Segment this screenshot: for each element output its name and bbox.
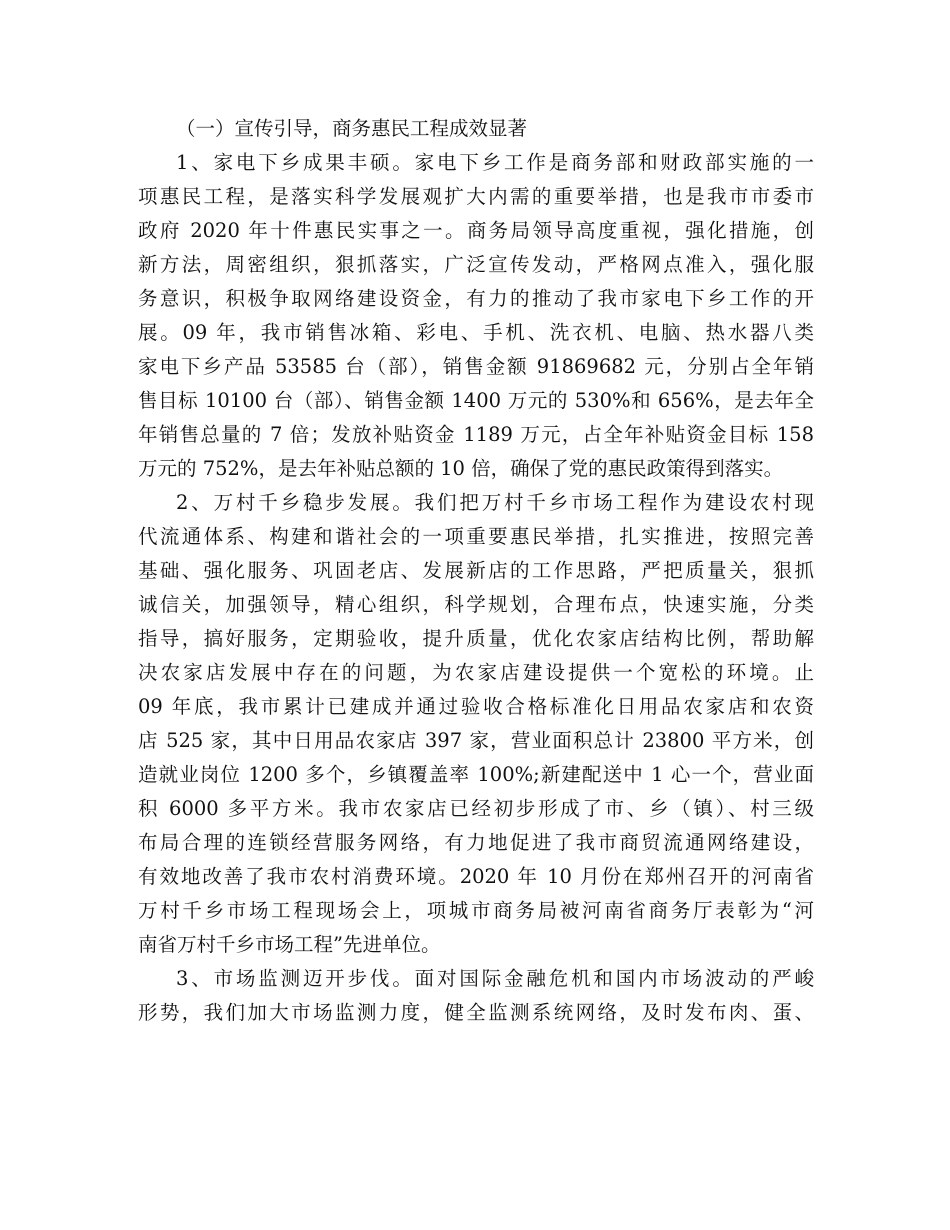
paragraph-line: 家电下乡产品 53585 台（部），销售金额 91869682 元，分别占全年销 (138, 355, 814, 378)
paragraph-line: 年销售总量的 7 倍；发放补贴资金 1189 万元，占全年补贴资金目标 158 (138, 423, 814, 446)
paragraph-line: 有效地改善了我市农村消费环境。2020 年 10 月份在郑州召开的河南省 (138, 865, 814, 888)
paragraph-line: 项惠民工程，是落实科学发展观扩大内需的重要举措，也是我市市委市 (138, 185, 814, 208)
paragraph-line: 南省万村千乡市场工程”先进单位。 (138, 933, 441, 956)
paragraph-line: 务意识，积极争取网络建设资金，有力的推动了我市家电下乡工作的开 (138, 287, 814, 310)
paragraph-line: 万元的 752%，是去年补贴总额的 10 倍，确保了党的惠民政策得到落实。 (138, 457, 784, 480)
paragraph-line: 诚信关，加强领导，精心组织，科学规划，合理布点，快速实施，分类 (138, 593, 814, 616)
paragraph-line: 基础、强化服务、巩固老店、发展新店的工作思路，严把质量关，狠抓 (138, 559, 814, 582)
paragraph-line: 1、家电下乡成果丰硕。家电下乡工作是商务部和财政部实施的一 (176, 151, 814, 174)
paragraph-line: 造就业岗位 1200 多个，乡镇覆盖率 100%;新建配送中 1 心一个，营业面 (138, 763, 814, 786)
paragraph-line: 指导，搞好服务，定期验收，提升质量，优化农家店结构比例，帮助解 (138, 627, 814, 650)
paragraph-line: 布局合理的连锁经营服务网络，有力地促进了我市商贸流通网络建设， (138, 831, 814, 854)
paragraph-line: 售目标 10100 台（部）、销售金额 1400 万元的 530%和 656%，是去年全 (138, 389, 814, 412)
paragraph-line: 09 年底，我市累计已建成并通过验收合格标准化日用品农家店和农资 (138, 695, 814, 718)
paragraph-line: 店 525 家，其中日用品农家店 397 家，营业面积总计 23800 平方米，创 (138, 729, 814, 752)
paragraph-line: 新方法，周密组织，狠抓落实，广泛宣传发动，严格网点准入，强化服 (138, 253, 814, 276)
paragraph-line: 2、万村千乡稳步发展。我们把万村千乡市场工程作为建设农村现 (176, 491, 814, 514)
paragraph-line: 形势，我们加大市场监测力度，健全监测系统网络，及时发布肉、蛋、 (138, 1001, 814, 1024)
paragraph-line: 展。09 年，我市销售冰箱、彩电、手机、洗衣机、电脑、热水器八类 (138, 321, 814, 344)
paragraph-line: 代流通体系、构建和谐社会的一项重要惠民举措，扎实推进，按照完善 (138, 525, 814, 548)
paragraph-line: 政府 2020 年十件惠民实事之一。商务局领导高度重视，强化措施，创 (138, 219, 814, 242)
paragraph-line: 3、市场监测迈开步伐。面对国际金融危机和国内市场波动的严峻 (176, 967, 814, 990)
paragraph-line: 决农家店发展中存在的问题，为农家店建设提供一个宽松的环境。止 (138, 661, 814, 684)
paragraph-line: 万村千乡市场工程现场会上，项城市商务局被河南省商务厅表彰为“河 (138, 899, 814, 922)
section-heading: （一）宣传引导，商务惠民工程成效显著 (176, 117, 528, 140)
paragraph-line: 积 6000 多平方米。我市农家店已经初步形成了市、乡（镇）、村三级 (138, 797, 814, 820)
